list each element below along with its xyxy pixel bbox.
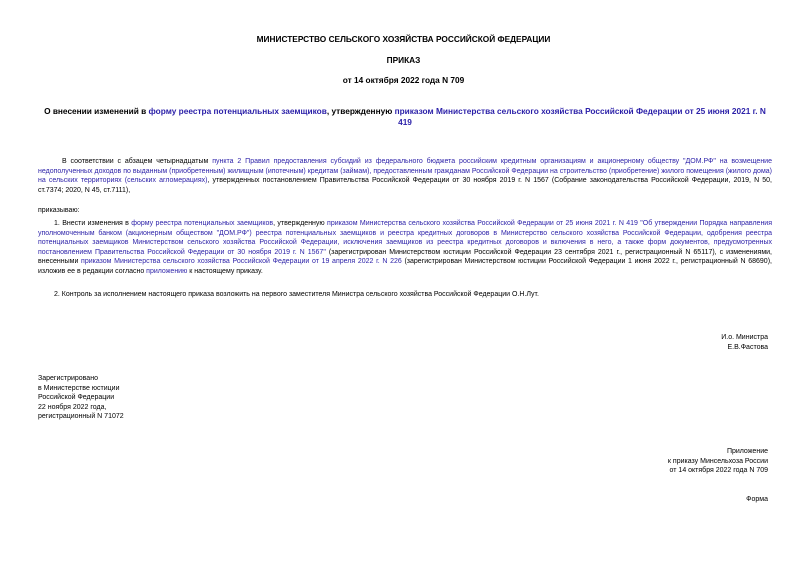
- paragraph-item-1: [38, 219, 772, 276]
- appendix-block: [668, 447, 768, 476]
- appendix-line-1: Приложение: [726, 448, 768, 455]
- form-label: Форма: [746, 496, 768, 503]
- para3-link-order-226[interactable]: приказом Министерства сельского хозяйства Российской Федерации от 19 апреля 2022 г. N 226: [81, 258, 402, 265]
- ministry-heading: МИНИСТЕРСТВО СЕЛЬСКОГО ХОЗЯЙСТВА РОССИЙСКОЙ ФЕДЕРАЦИИ: [256, 34, 551, 44]
- registration-line-5: регистрационный N 71072: [38, 413, 124, 420]
- para3-text-5: к настоящему приказу.: [187, 267, 263, 275]
- para3-link-appendix[interactable]: приложению: [146, 267, 188, 275]
- para1-text-2: , утвержденных постановлением Правительства Российской Федерации от 30 ноября 2019 г. N 1567 (Собрание законодательства Российской Федерации, 2019, N 50, ст.7374; 2020, N 45, ст.7111),: [38, 177, 772, 194]
- doc-type-heading: ПРИКАЗ: [386, 55, 421, 65]
- document-title: [40, 106, 770, 128]
- title-link-form[interactable]: форму реестра потенциальных заемщиков: [148, 106, 327, 116]
- title-link-order[interactable]: приказом Министерства сельского хозяйства Российской Федерации от 25 июня 2021 г. N 419: [394, 106, 766, 127]
- title-text-2: , утвержденную: [326, 106, 395, 116]
- para3-link-form[interactable]: форму реестра потенциальных заемщиков: [131, 220, 274, 227]
- para1-link-rules[interactable]: пункта 2 Правил предоставления субсидий из федерального бюджета российским кредитным организациям и акционерному обществу "ДОМ.РФ" на возмещение недополученных доходов по выданным (приобретенным) жилищным (ипотечным) кредитам (займам), предоставленным гражданам Российской Федерации на строительство (приобретение) жилого помещения (жилого дома) на сельских территориях (сельских агломерациях): [38, 158, 772, 184]
- registration-block: [38, 374, 124, 422]
- para3-text-3: (зарегистрирован Министерством юстиции Российской Федерации 23 сентября 2021 г., регистрационный N 65117), с изменениями, внесенными: [38, 248, 772, 265]
- para3-link-order-419[interactable]: приказом Министерства сельского хозяйства Российской Федерации от 25 июня 2021 г. N 419 "Об утверждении Порядка направления уполномоченным банком (акционерным обществом "ДОМ.РФ") реестра потенциальных заемщиков и реестра кредитных договоров в Министерство сельского хозяйства Российской Федерации, одобрения реестра потенциальных заемщиков Министерством сельского хозяйства Российской Федерации, исключения заемщиков из реестра кредитных договоров и включения в него, а также форм документов, предусмотренных постановлением Правительства Российской Федерации от 30 ноября 2019 г. N 1567": [38, 220, 773, 256]
- paragraph-item-2: 2. Контроль за исполнением настоящего приказа возложить на первого заместителя Министра сельского хозяйства Российской Федерации О.Н.Лут.: [54, 291, 539, 298]
- para1-text-1: В соответствии с абзацем четырнадцатым: [62, 158, 213, 165]
- registration-line-3: Российской Федерации: [38, 394, 115, 401]
- paragraph-order-word: приказываю:: [38, 207, 80, 214]
- appendix-line-2: к приказу Минсельхоза России: [667, 457, 768, 465]
- signature-position: И.о. Министра: [721, 334, 768, 341]
- paragraph-basis: [38, 157, 772, 195]
- signature-block: [721, 333, 768, 352]
- registration-line-4: 22 ноября 2022 года,: [38, 403, 107, 411]
- doc-date-number: от 14 октября 2022 года N 709: [342, 75, 465, 85]
- title-text-1: О внесении изменений в: [44, 106, 149, 116]
- para3-text-1: 1. Внести изменения в: [54, 220, 132, 227]
- registration-line-2: в Министерстве юстиции: [38, 384, 120, 392]
- registration-line-1: Зарегистрировано: [38, 375, 98, 382]
- appendix-line-3: от 14 октября 2022 года N 709: [669, 467, 768, 474]
- para3-text-4: (зарегистрирован Министерством юстиции Российской Федерации 1 июня 2022 г., регистрационный N 68690), изложив ее в редакции согласно: [38, 258, 772, 275]
- signature-name: Е.В.Фастова: [727, 343, 768, 351]
- para3-text-2: , утвержденную: [273, 220, 328, 227]
